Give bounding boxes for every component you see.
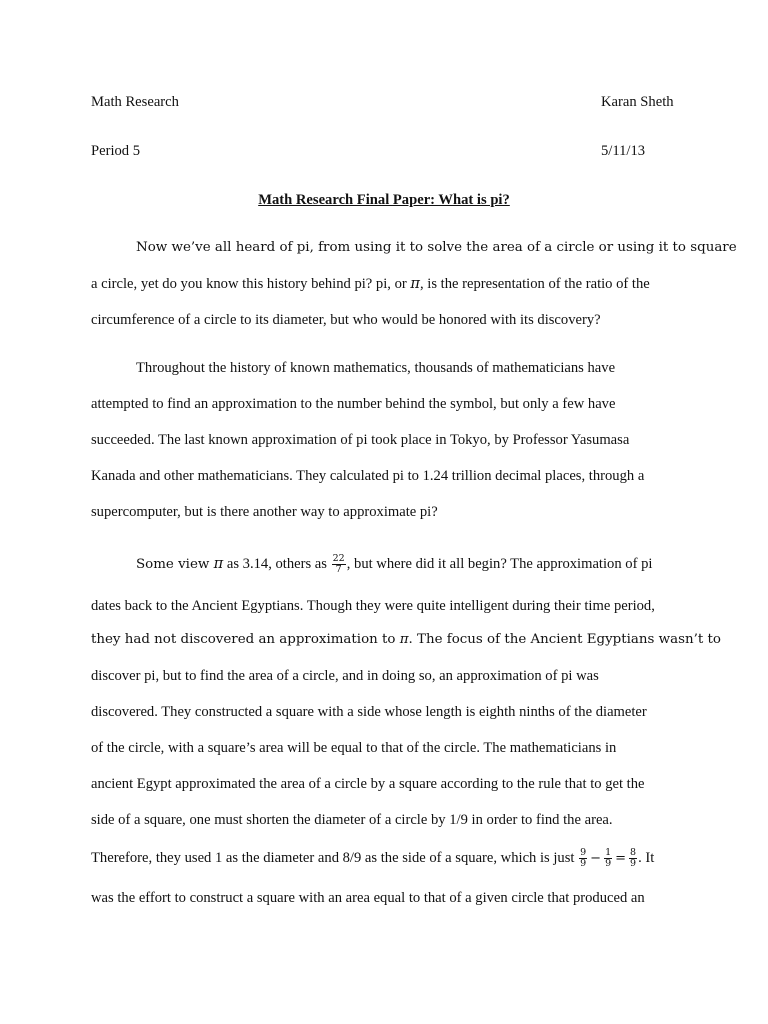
course-name: Math Research <box>91 94 179 110</box>
fraction-1-9 <box>604 848 612 869</box>
p3-line-9b: . It <box>638 850 655 866</box>
pi-symbol: π <box>213 555 224 572</box>
p1-line-1: Now we’ve all heard of pi, from using it to solve the area of a circle or using it to square <box>136 240 737 255</box>
class-period: Period 5 <box>91 143 141 159</box>
p3-line-1a: Some view <box>136 557 214 572</box>
equals-sign: = <box>615 851 627 866</box>
p2-line-3: succeeded. The last known approximation of pi took place in Tokyo, by Professor Yasumasa <box>91 432 630 448</box>
paper-date: 5/11/13 <box>601 143 646 159</box>
fraction-denominator: 7 <box>335 564 342 576</box>
pi-symbol: π <box>399 632 409 647</box>
fraction-numerator: 9 <box>580 847 587 859</box>
fraction-numerator: 22 <box>332 553 345 565</box>
pi-symbol: π <box>410 275 420 292</box>
p3-line-1 <box>136 554 652 574</box>
fraction-9-9 <box>579 848 587 869</box>
p2-line-4: Kanada and other mathematicians. They calculated pi to 1.24 trillion decimal places, through a <box>91 468 645 484</box>
p3-line-1b: as 3.14, others as <box>223 556 331 572</box>
p2-line-1: Throughout the history of known mathematics, thousands of mathematicians have <box>136 360 616 376</box>
header-row-2 <box>91 141 677 161</box>
p2-line-5: supercomputer, but is there another way to approximate pi? <box>91 504 438 520</box>
p3-line-10: was the effort to construct a square with an area equal to that of a given circle that produced an <box>91 890 645 906</box>
p3-line-5: discovered. They constructed a square with a side whose length is eighth ninths of the diameter <box>91 704 647 720</box>
p3-line-9 <box>91 848 654 868</box>
p3-line-3b: . The focus of the Ancient Egyptians wasn’t to <box>408 632 721 647</box>
p1-line-2a: a circle, yet do you know this history behind pi? pi, or <box>91 276 411 292</box>
author-name: Karan Sheth <box>601 94 674 110</box>
fraction-numerator: 8 <box>630 847 637 859</box>
fraction-22-7 <box>332 554 346 575</box>
p3-line-8: side of a square, one must shorten the diameter of a circle by 1/9 in order to find the area. <box>91 812 613 828</box>
fraction-denominator: 9 <box>580 858 587 870</box>
fraction-denominator: 9 <box>605 858 612 870</box>
p3-line-3 <box>91 630 721 650</box>
paper-title: Math Research Final Paper: What is pi? <box>258 192 510 208</box>
p3-line-1c: , but where did it all begin? The approximation of pi <box>346 556 653 572</box>
p3-line-9a: Therefore, they used 1 as the diameter and 8/9 as the side of a square, which is just <box>91 850 579 866</box>
header-row-1 <box>91 92 677 112</box>
p3-line-6: of the circle, with a square’s area will be equal to that of the circle. The mathematicians in <box>91 740 617 756</box>
p1-line-2 <box>91 274 650 294</box>
p2-line-2: attempted to find an approximation to the number behind the symbol, but only a few have <box>91 396 616 412</box>
p3-line-4: discover pi, but to find the area of a circle, and in doing so, an approximation of pi was <box>91 668 599 684</box>
p3-line-3a: they had not discovered an approximation to <box>91 632 400 647</box>
fraction-8-9 <box>629 848 637 869</box>
fraction-numerator: 1 <box>605 847 612 859</box>
fraction-denominator: 9 <box>630 858 637 870</box>
p3-line-7: ancient Egypt approximated the area of a circle by a square according to the rule that to get the <box>91 776 645 792</box>
minus-sign: − <box>590 851 602 866</box>
p1-line-2b: , is the representation of the ratio of the <box>419 276 650 292</box>
p3-line-2: dates back to the Ancient Egyptians. Though they were quite intelligent during their time period, <box>91 598 655 614</box>
p1-line-3: circumference of a circle to its diameter, but who would be honored with its discovery? <box>91 312 601 328</box>
